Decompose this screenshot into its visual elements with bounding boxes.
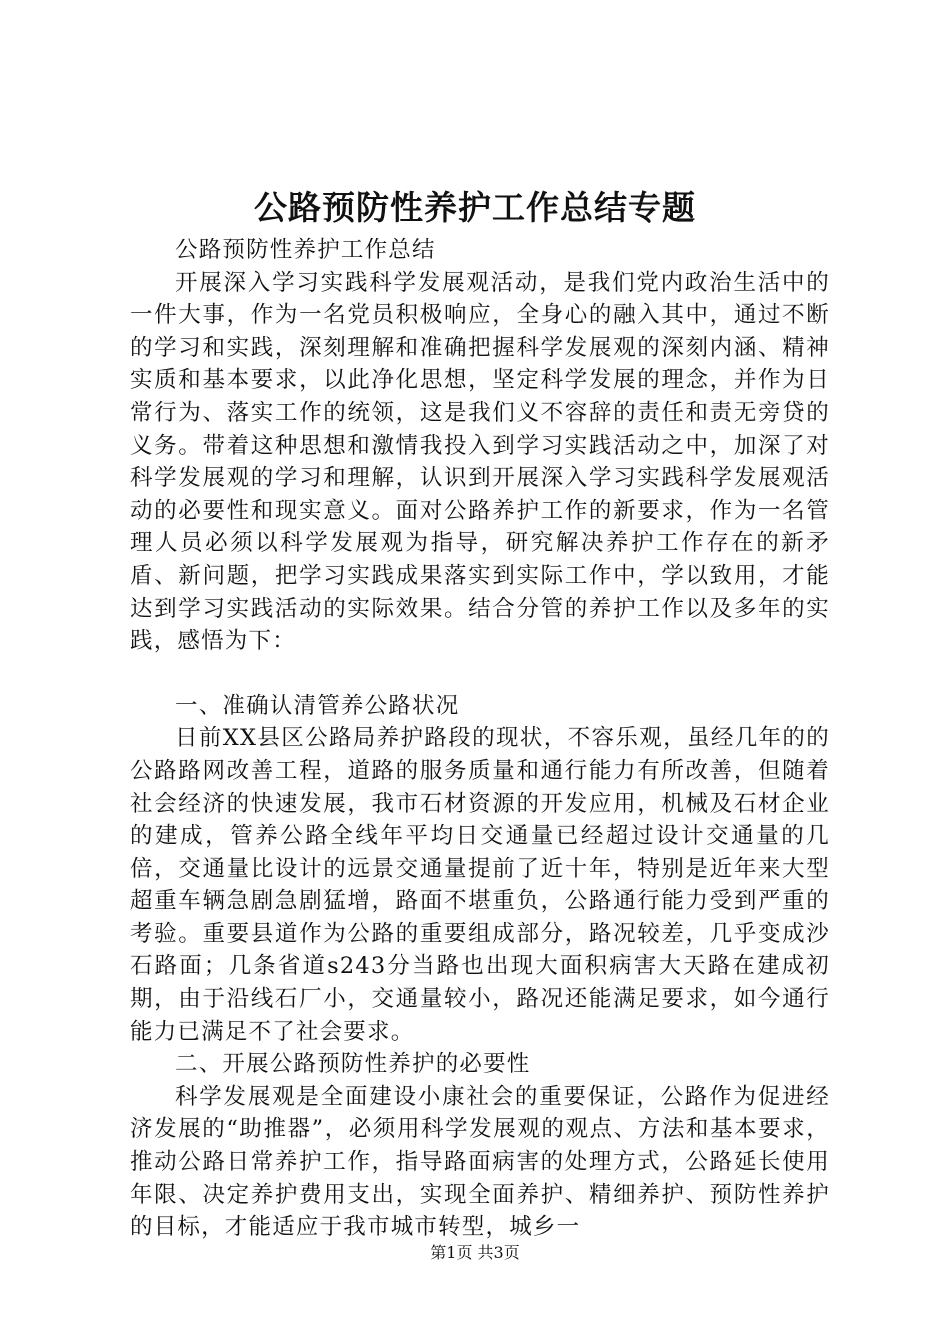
document-subtitle: 公路预防性养护工作总结 — [175, 237, 436, 263]
section-heading-1: 一、准确认清管养公路状况 — [175, 692, 460, 719]
paragraph-road-status: 日前XX县区公路局养护路段的现状，不容乐观，虽经几年的的公路路网改善工程，道路的服务质量和通行能力有所改善，但随着社会经济的快速发展，我市石材资源的开发应用，机械及石材企业的建成，管养公路全线年平均日交通量已经超过设计交通量的几倍，交通量比设计的远景交通量提前了近十年，特别是近年来大型超重车辆急剧急剧猛增，路面不堪重负，公路通行能力受到严重的考验。重要县道作为公路的重要组成部分，路况较差，几乎变成沙石路面；几条省道s243分当路也出现大面积病害大天路在建成初期，由于沿线石厂小，交通量较小，路况还能满足要求，如今通行能力已满足不了社会要求。 — [130, 725, 830, 1045]
page-title: 公路预防性养护工作总结专题 — [254, 188, 696, 227]
document-body — [130, 234, 830, 1244]
paragraph-necessity: 科学发展观是全面建设小康社会的重要保证，公路作为促进经济发展的“助推器”，必须用科学发展观的观点、方法和基本要求，推动公路日常养护工作，指导路面病害的处理方式，公路延长使用年限、决定养护费用支出，实现全面养护、精细养护、预防性养护的目标，才能适应于我市城市转型，城乡一 — [130, 1083, 830, 1241]
section-heading-2: 二、开展公路预防性养护的必要性 — [175, 1051, 531, 1078]
page-number-footer: 第1页 共3页 — [430, 1243, 520, 1262]
paragraph-intro: 开展深入学习实践科学发展观活动，是我们党内政治生活中的一件大事，作为一名党员积极响应，全身心的融入其中，通过不断的学习和实践，深刻理解和准确把握科学发展观的深刻内涵、精神实质和基本要求，以此净化思想，坚定科学发展的理念，并作为日常行为、落实工作的统领，这是我们义不容辞的责任和责无旁贷的义务。带着这种思想和激情我投入到学习实践活动之中，加深了对科学发展观的学习和理解，认识到开展深入学习实践科学发展观活动的必要性和现实意义。面对公路养护工作的新要求，作为一名管理人员必须以科学发展观为指导，研究解决养护工作存在的新矛盾、新问题，把学习实践成果落实到实际工作中，学以致用，才能达到学习实践活动的实际效果。结合分管的养护工作以及多年的实践，感悟为下： — [130, 269, 830, 655]
